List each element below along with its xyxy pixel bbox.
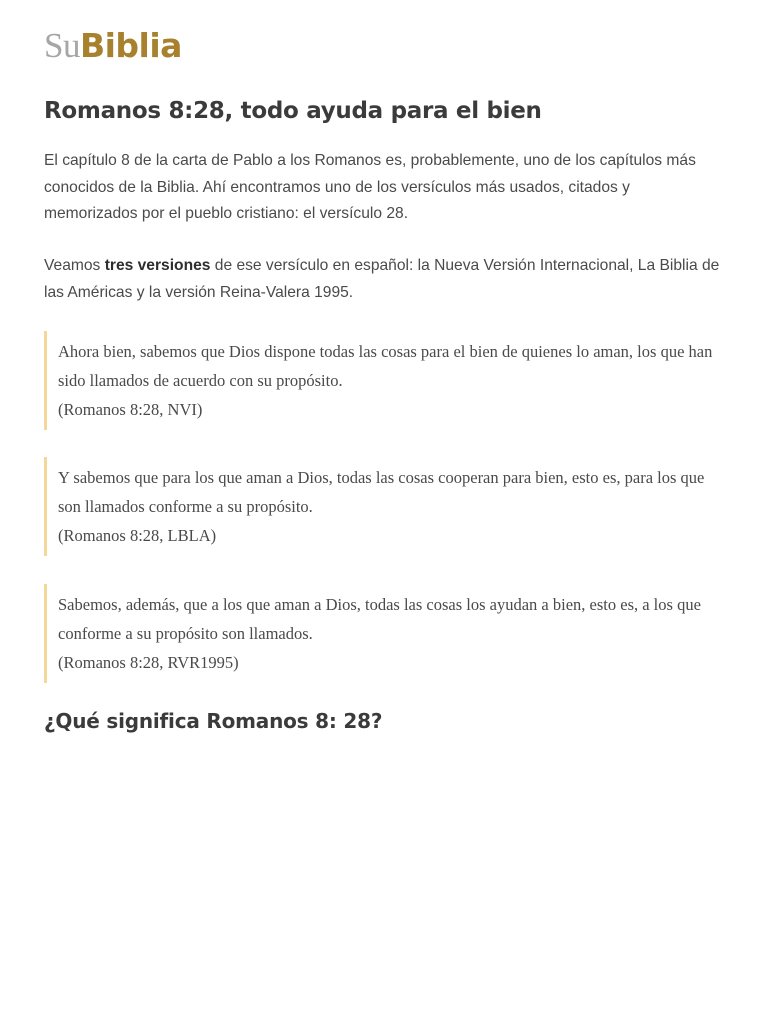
versions-text-bold: tres versiones [104,257,211,274]
verse-reference: (Romanos 8:28, LBLA) [58,526,217,545]
article-title: Romanos 8:28, todo ayuda para el bien [44,98,542,124]
section-subheading: ¿Qué significa Romanos 8: 28? [44,709,383,733]
verse-quote-nvi [44,331,724,430]
verse-quote-rvr1995 [44,584,724,683]
verse-reference: (Romanos 8:28, NVI) [58,400,203,419]
intro-paragraph: El capítulo 8 de la carta de Pablo a los Romanos es, probablemente, uno de los capítulos más conocidos de la Biblia. Ahí encontramos uno de los versículos más usados, citados y memorizados por el pueblo cristiano: el versículo 28. [44,152,696,222]
verse-text: Ahora bien, sabemos que Dios dispone todas las cosas para el bien de quienes lo aman, los que han sido llamados de acuerdo con su propósito. [58,342,713,390]
versions-paragraph [44,253,724,306]
verse-text: Y sabemos que para los que aman a Dios, todas las cosas cooperan para bien, esto es, para los que son llamados conforme a su propósito. [58,468,705,516]
logo-text-biblia: Biblia [79,26,182,65]
site-logo[interactable] [44,26,182,66]
logo-text-su: Su [44,26,80,65]
versions-text-before: Veamos [44,257,105,274]
verse-reference: (Romanos 8:28, RVR1995) [58,653,239,672]
verse-text: Sabemos, además, que a los que aman a Dios, todas las cosas los ayudan a bien, esto es, a los que conforme a su propósito son llamados. [58,595,701,643]
versions-text-after: de ese versículo en español: la Nueva Versión Internacional, La Biblia de las Américas y la versión Reina-Valera 1995. [44,257,720,301]
verse-quote-lbla [44,457,724,556]
